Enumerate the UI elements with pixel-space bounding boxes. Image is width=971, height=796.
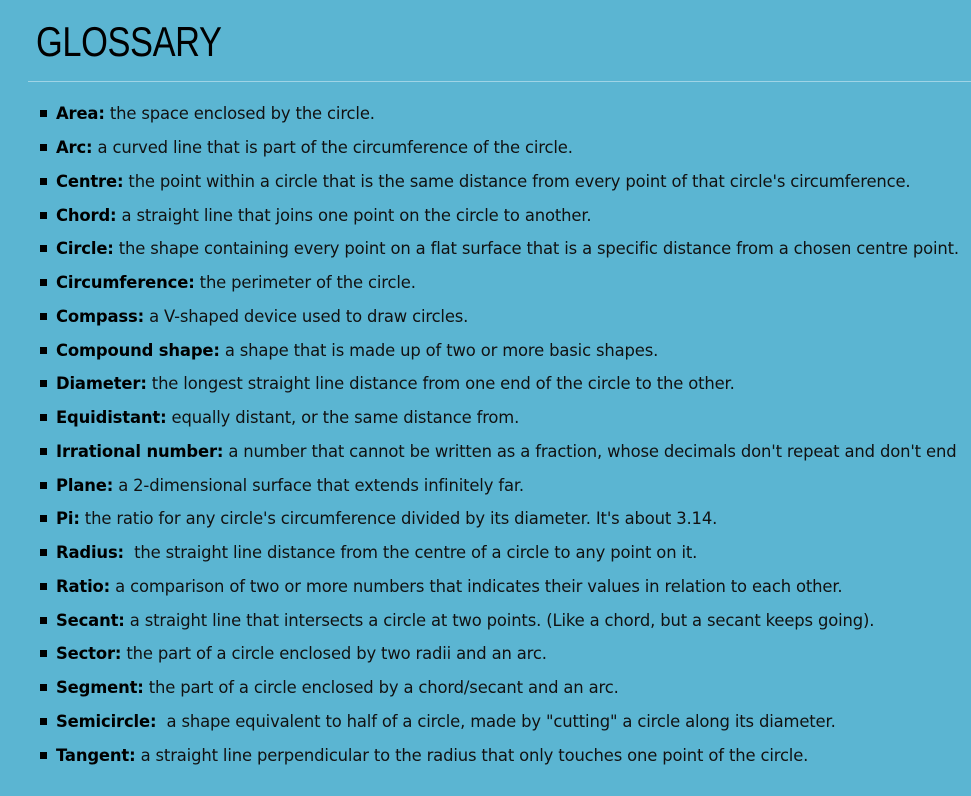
- square-bullet-icon: [40, 380, 47, 387]
- square-bullet-icon: [40, 684, 47, 691]
- glossary-term: Diameter:: [56, 374, 147, 394]
- glossary-definition: the part of a circle enclosed by two radii and an arc.: [121, 644, 547, 664]
- square-bullet-icon: [40, 482, 47, 489]
- glossary-item: [40, 131, 960, 165]
- glossary-item: [40, 738, 960, 772]
- glossary-definition: a shape that is made up of two or more basic shapes.: [219, 340, 659, 360]
- glossary-term: Irrational number:: [56, 441, 224, 461]
- glossary-term: Plane:: [56, 475, 114, 495]
- glossary-definition: the ratio for any circle's circumference divided by its diameter. It's about 3.14.: [79, 509, 718, 529]
- glossary-definition: a 2-dimensional surface that extends infinitely far.: [113, 475, 524, 495]
- glossary-item: [40, 570, 960, 604]
- glossary-item: [40, 671, 960, 705]
- glossary-list: [40, 97, 960, 772]
- glossary-definition: the perimeter of the circle.: [194, 273, 416, 293]
- square-bullet-icon: [40, 313, 47, 320]
- square-bullet-icon: [40, 414, 47, 421]
- glossary-term: Ratio:: [56, 576, 111, 596]
- glossary-term: Chord:: [56, 205, 117, 225]
- glossary-term: Radius:: [56, 543, 124, 563]
- glossary-term: Circle:: [56, 239, 114, 259]
- page-title: GLOSSARY: [36, 18, 222, 65]
- glossary-definition: the point within a circle that is the same distance from every point of that circle's circumference.: [123, 171, 911, 191]
- glossary-definition: a number that cannot be written as a fraction, whose decimals don't repeat and don't end: [223, 441, 957, 461]
- glossary-term: Compound shape:: [56, 340, 220, 360]
- glossary-term: Semicircle:: [56, 711, 157, 731]
- glossary-term: Compass:: [56, 306, 145, 326]
- glossary-definition: the straight line distance from the centre of a circle to any point on it.: [123, 543, 698, 563]
- square-bullet-icon: [40, 549, 47, 556]
- glossary-definition: the longest straight line distance from one end of the circle to the other.: [146, 374, 735, 394]
- glossary-item: [40, 637, 960, 671]
- glossary-item: [40, 468, 960, 502]
- glossary-item: [40, 165, 960, 199]
- square-bullet-icon: [40, 110, 47, 117]
- header-divider: [28, 81, 971, 82]
- glossary-item: [40, 603, 960, 637]
- glossary-term: Secant:: [56, 610, 125, 630]
- square-bullet-icon: [40, 279, 47, 286]
- glossary-definition: the space enclosed by the circle.: [104, 104, 375, 124]
- glossary-term: Pi:: [56, 509, 80, 529]
- glossary-definition: a straight line perpendicular to the radius that only touches one point of the circle.: [135, 745, 809, 765]
- square-bullet-icon: [40, 650, 47, 657]
- glossary-term: Sector:: [56, 644, 122, 664]
- square-bullet-icon: [40, 617, 47, 624]
- square-bullet-icon: [40, 583, 47, 590]
- glossary-term: Arc:: [56, 138, 93, 158]
- square-bullet-icon: [40, 718, 47, 725]
- glossary-item: [40, 401, 960, 435]
- glossary-definition: a straight line that intersects a circle at two points. (Like a chord, but a secant keeps going).: [124, 610, 875, 630]
- glossary-term: Equidistant:: [56, 408, 167, 428]
- square-bullet-icon: [40, 515, 47, 522]
- glossary-item: [40, 705, 960, 739]
- glossary-item: [40, 502, 960, 536]
- glossary-definition: the shape containing every point on a flat surface that is a specific distance from a chosen centre point.: [113, 239, 959, 259]
- glossary-item: [40, 536, 960, 570]
- glossary-item: [40, 435, 960, 469]
- glossary-definition: a curved line that is part of the circumference of the circle.: [92, 138, 573, 158]
- square-bullet-icon: [40, 347, 47, 354]
- glossary-item: [40, 367, 960, 401]
- glossary-definition: a shape equivalent to half of a circle, made by "cutting" a circle along its diameter.: [156, 711, 836, 731]
- glossary-item: [40, 232, 960, 266]
- square-bullet-icon: [40, 245, 47, 252]
- glossary-definition: the part of a circle enclosed by a chord/secant and an arc.: [143, 678, 619, 698]
- glossary-definition: a comparison of two or more numbers that indicates their values in relation to each other.: [110, 576, 843, 596]
- glossary-item: [40, 333, 960, 367]
- glossary-item: [40, 97, 960, 131]
- glossary-item: [40, 198, 960, 232]
- square-bullet-icon: [40, 752, 47, 759]
- glossary-definition: a V-shaped device used to draw circles.: [144, 306, 469, 326]
- square-bullet-icon: [40, 448, 47, 455]
- glossary-term: Segment:: [56, 678, 144, 698]
- glossary-term: Circumference:: [56, 273, 195, 293]
- glossary-item: [40, 300, 960, 334]
- glossary-term: Area:: [56, 104, 105, 124]
- glossary-term: Centre:: [56, 171, 124, 191]
- glossary-term: Tangent:: [56, 745, 136, 765]
- square-bullet-icon: [40, 144, 47, 151]
- page-header: [0, 0, 971, 82]
- glossary-definition: a straight line that joins one point on the circle to another.: [116, 205, 592, 225]
- square-bullet-icon: [40, 212, 47, 219]
- glossary-definition: equally distant, or the same distance from.: [166, 408, 520, 428]
- square-bullet-icon: [40, 178, 47, 185]
- glossary-item: [40, 266, 960, 300]
